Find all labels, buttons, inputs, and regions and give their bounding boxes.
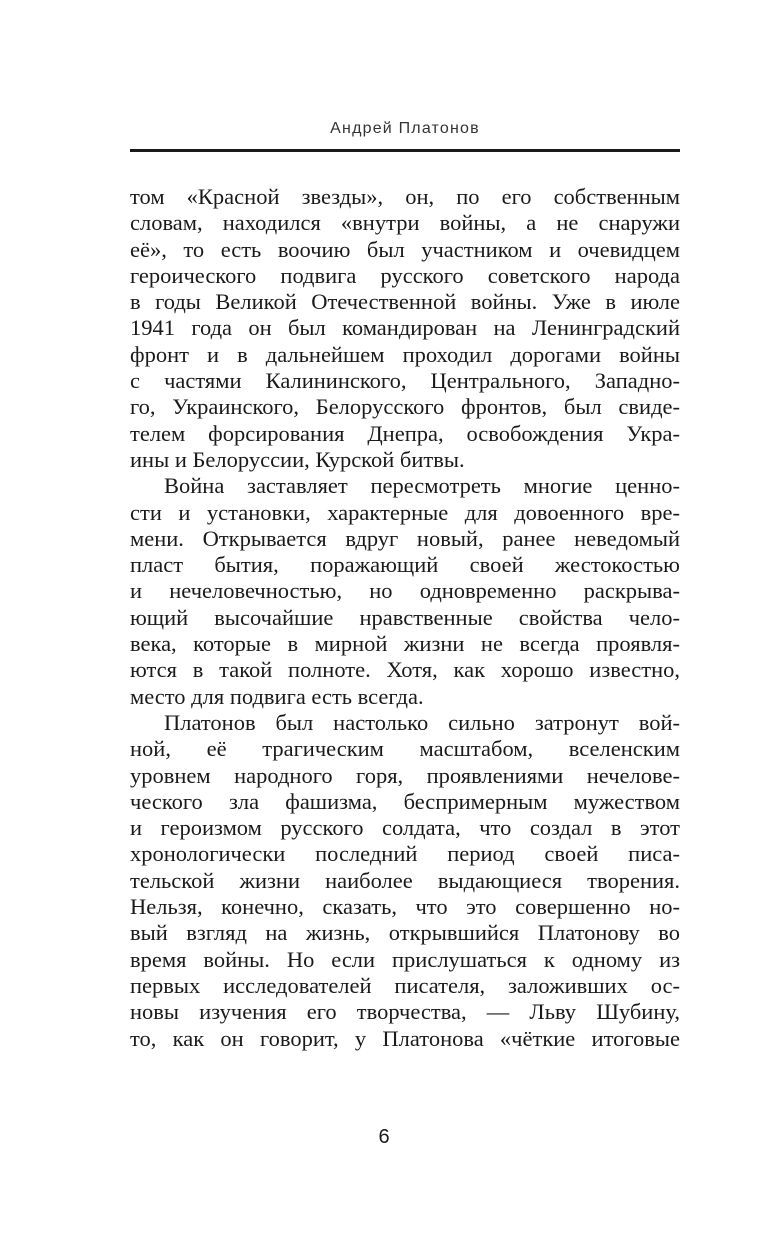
text-line: ной, её трагическим масштабом, вселенским: [130, 736, 680, 762]
text-line: место для подвига есть всегда.: [130, 683, 424, 709]
text-line: фронт и в дальнейшем проходил дорогами войны: [130, 341, 680, 367]
text-line: ются в такой полноте. Хотя, как хорошо известно,: [130, 657, 680, 683]
text-line: первых исследователей писателя, заложивших ос-: [130, 972, 680, 998]
text-line: хронологически последний период своей писа-: [130, 841, 680, 867]
text-line: и героизмом русского солдата, что создал в этот: [130, 815, 680, 841]
text-line: телем форсирования Днепра, освобождения Укра-: [130, 420, 680, 446]
text-line: Платонов был настолько сильно затронут вой-: [164, 709, 680, 735]
text-line: том «Красной звезды», он, по его собственным: [130, 184, 680, 209]
text-line: с частями Калининского, Центрального, Западно-: [130, 368, 680, 394]
text-line: 1941 года он был командирован на Ленинградский: [130, 315, 680, 341]
body-text: [130, 184, 680, 1052]
text-line: ины и Белоруссии, Курской битвы.: [130, 446, 465, 472]
text-line: века, которые в мирной жизни не всегда проявля-: [130, 631, 680, 657]
text-line: ческого зла фашизма, беспримерным мужеством: [130, 788, 680, 814]
text-line: мени. Открывается вдруг новый, ранее неведомый: [130, 525, 680, 551]
text-line: уровнем народного горя, проявлениями нечелове-: [130, 762, 680, 788]
running-title: Андрей Платонов: [330, 120, 480, 137]
text-line: время войны. Но если прислушаться к одному из: [130, 946, 680, 972]
text-line: Нельзя, конечно, сказать, что это совершенно но-: [130, 894, 680, 920]
text-line: и нечеловечностью, но одновременно раскрыва-: [130, 578, 680, 604]
text-line: в годы Великой Отечественной войны. Уже в июле: [130, 289, 680, 315]
text-line: Война заставляет пересмотреть многие ценно-: [164, 473, 680, 499]
text-line: словам, находился «внутри войны, а не снаружи: [130, 210, 680, 236]
text-line: героического подвига русского советского народа: [130, 262, 680, 288]
text-line: го, Украинского, Белорусского фронтов, был свиде-: [130, 394, 680, 420]
text-line: пласт бытия, поражающий своей жестокостью: [130, 552, 680, 578]
text-line: то, как он говорит, у Платонова «чёткие итоговые: [130, 1025, 680, 1051]
text-line: тельской жизни наиболее выдающиеся творения.: [130, 867, 680, 893]
text-line: сти и установки, характерные для довоенного вре-: [130, 499, 680, 525]
text-line: её», то есть воочию был участником и очевидцем: [130, 236, 680, 262]
text-line: новы изучения его творчества, — Льву Шубину,: [130, 999, 680, 1025]
text-line: ющий высочайшие нравственные свойства чело-: [130, 604, 680, 630]
page-number: 6: [378, 1126, 390, 1148]
header-rule: [130, 149, 680, 152]
text-line: вый взгляд на жизнь, открывшийся Платонову во: [130, 920, 680, 946]
